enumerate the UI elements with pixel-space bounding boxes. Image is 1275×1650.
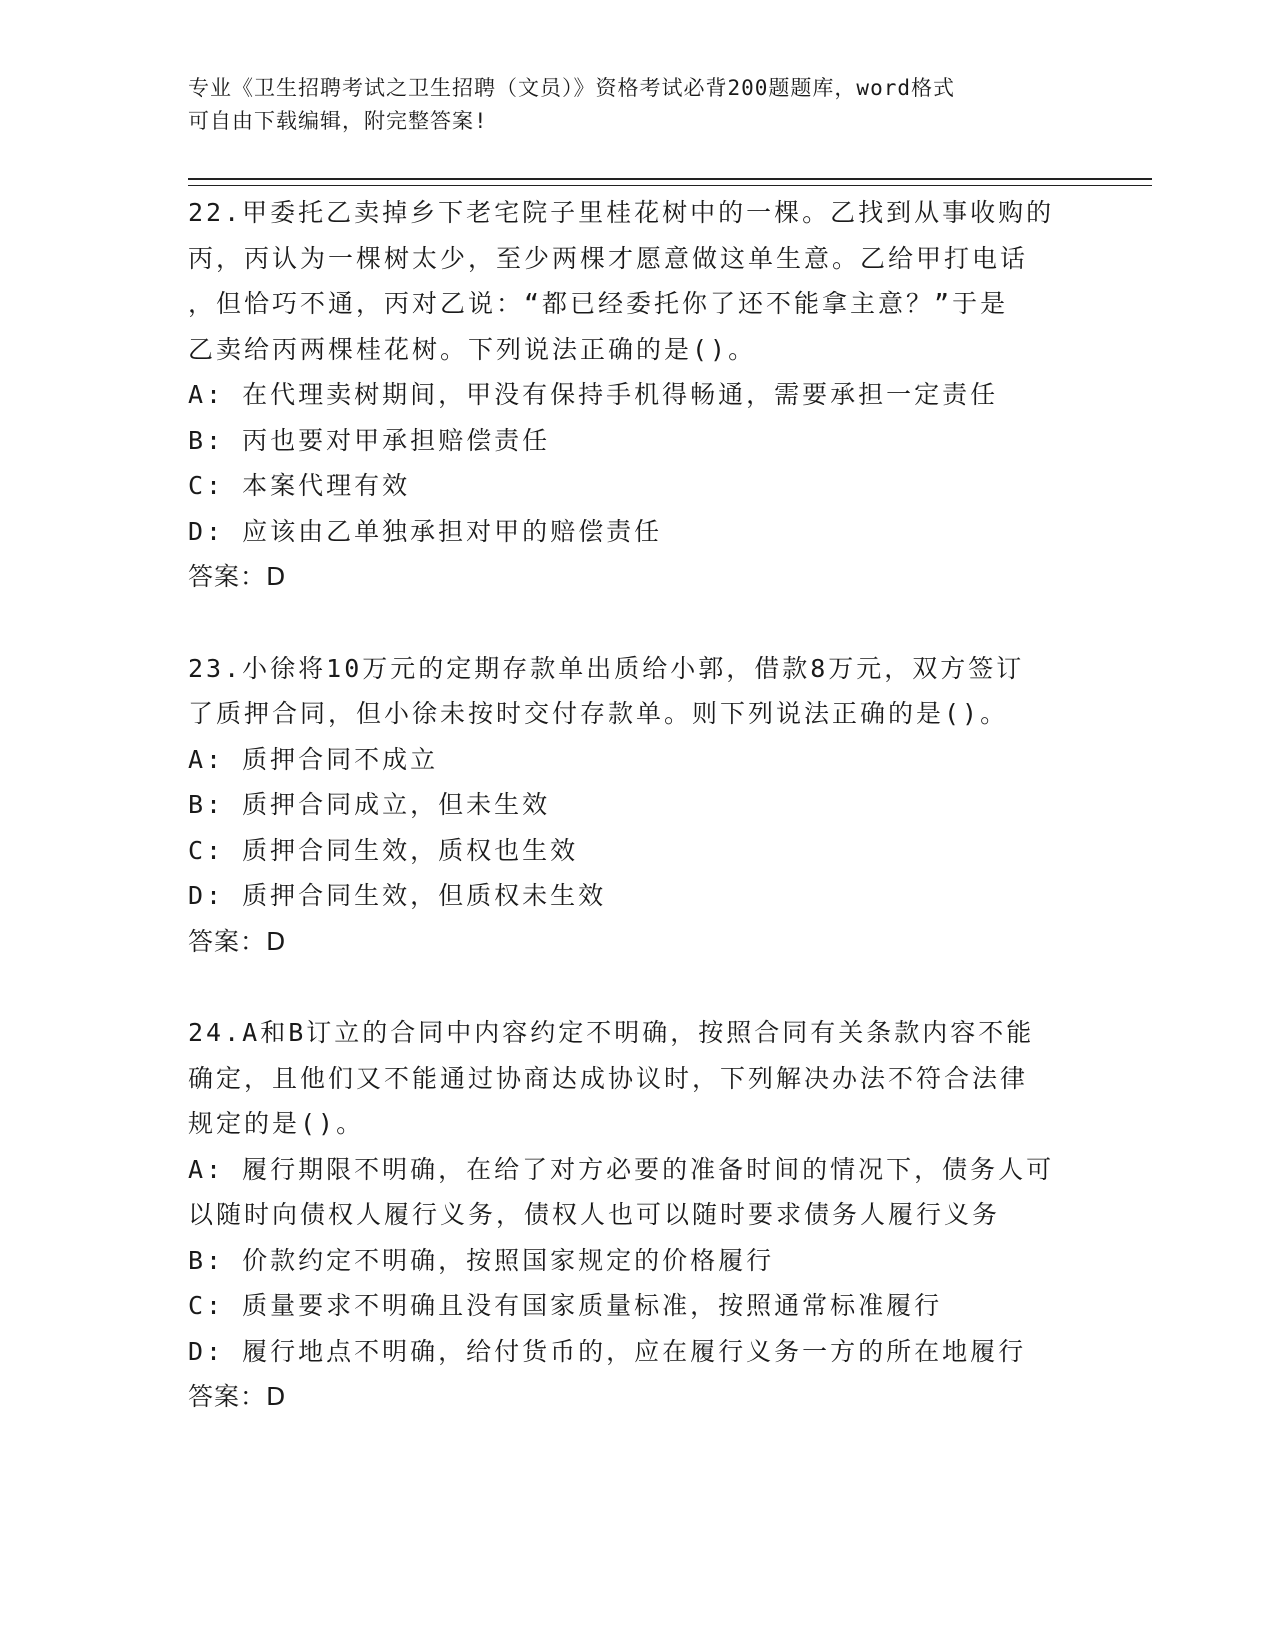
- question-23: [188, 646, 1088, 965]
- option-d: D: 质押合同生效，但质权未生效: [188, 881, 607, 910]
- question-24: [188, 1010, 1088, 1420]
- option-b: B: 价款约定不明确，按照国家规定的价格履行: [188, 1245, 775, 1275]
- question-stem-line: 确定，且他们又不能通过协商达成协议时，下列解决办法不符合法律: [188, 1063, 1029, 1093]
- question-stem-line: 规定的是()。: [188, 1109, 365, 1138]
- question-list: [188, 190, 1088, 1466]
- option-a: A: 在代理卖树期间，甲没有保持手机得畅通，需要承担一定责任: [188, 380, 999, 409]
- option-a: A: 履行期限不明确，在给了对方必要的准备时间的情况下，债务人可: [188, 1154, 1055, 1184]
- answer-label: 答案：D: [188, 926, 287, 956]
- option-c: C: 质量要求不明确且没有国家质量标准，按照通常标准履行: [188, 1291, 943, 1320]
- question-stem-line: 丙，丙认为一棵树太少，至少两棵才愿意做这单生意。乙给甲打电话: [188, 243, 1029, 273]
- option-a: A: 质押合同不成立: [188, 744, 439, 774]
- option-d: D: 应该由乙单独承担对甲的赔偿责任: [188, 516, 663, 546]
- option-a-continued: 以随时向债权人履行义务，债权人也可以随时要求债务人履行义务: [188, 1200, 1001, 1229]
- question-stem-line: 23.小徐将10万元的定期存款单出质给小郭，借款8万元，双方签订: [188, 653, 1025, 683]
- header-line-2: 可自由下载编辑，附完整答案!: [188, 109, 488, 133]
- option-c: C: 质押合同生效，质权也生效: [188, 835, 579, 865]
- question-stem-line: 了质押合同，但小徐未按时交付存款单。则下列说法正确的是()。: [188, 699, 1009, 728]
- option-d: D: 履行地点不明确，给付货币的，应在履行义务一方的所在地履行: [188, 1336, 1027, 1366]
- question-stem-line: 24.A和B订立的合同中内容约定不明确，按照合同有关条款内容不能: [188, 1018, 1035, 1047]
- option-c: C: 本案代理有效: [188, 471, 411, 500]
- document-header: [188, 72, 1068, 138]
- header-divider: [188, 178, 1152, 186]
- question-22: [188, 190, 1088, 600]
- answer-label: 答案：D: [188, 1382, 287, 1411]
- answer-label: 答案：D: [188, 562, 287, 591]
- question-stem-line: ，但恰巧不通，丙对乙说：“都已经委托你了还不能拿主意？”于是: [188, 289, 1009, 318]
- question-stem-line: 乙卖给丙两棵桂花树。下列说法正确的是()。: [188, 334, 757, 364]
- question-stem-line: 22.甲委托乙卖掉乡下老宅院子里桂花树中的一棵。乙找到从事收购的: [188, 198, 1055, 227]
- header-line-1: 专业《卫生招聘考试之卫生招聘（文员）》资格考试必背200题题库，word格式: [188, 76, 955, 100]
- option-b: B: 丙也要对甲承担赔偿责任: [188, 425, 551, 455]
- option-b: B: 质押合同成立，但未生效: [188, 790, 551, 819]
